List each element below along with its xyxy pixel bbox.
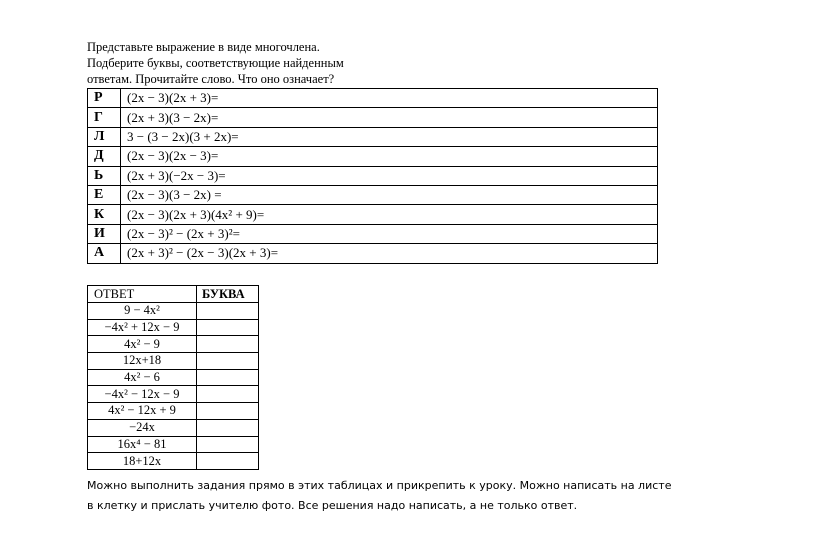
- instructions: [87, 39, 507, 87]
- answer-value: 9 − 4x²: [88, 303, 197, 320]
- answer-row: [88, 436, 259, 453]
- instructions-line-1: Представьте выражение в виде многочлена.: [87, 40, 320, 54]
- task-letter: Д: [88, 147, 121, 166]
- task-expression: (2x − 3)(2x − 3)=: [121, 147, 658, 166]
- task-letter: Ь: [88, 166, 121, 185]
- answer-value: 4x² − 6: [88, 369, 197, 386]
- answer-row: [88, 386, 259, 403]
- letter-input-cell[interactable]: [197, 369, 259, 386]
- answer-column-header: ОТВЕТ: [88, 286, 197, 303]
- answer-row: [88, 319, 259, 336]
- task-letter: К: [88, 205, 121, 224]
- task-row: [88, 108, 658, 127]
- answer-row: [88, 336, 259, 353]
- footer-note: [87, 476, 687, 516]
- task-expression: (2x − 3)(3 − 2x) =: [121, 185, 658, 204]
- answers-header-row: [88, 286, 259, 303]
- task-expression: (2x − 3)(2x + 3)(4x² + 9)=: [121, 205, 658, 224]
- task-row: [88, 224, 658, 243]
- task-row: [88, 89, 658, 108]
- letter-input-cell[interactable]: [197, 353, 259, 370]
- answer-row: [88, 353, 259, 370]
- task-letter: И: [88, 224, 121, 243]
- answer-value: −4x² − 12x − 9: [88, 386, 197, 403]
- letter-input-cell[interactable]: [197, 319, 259, 336]
- answer-value: 16x⁴ − 81: [88, 436, 197, 453]
- answer-value: 4x² − 12x + 9: [88, 403, 197, 420]
- instructions-line-3: ответам. Прочитайте слово. Что оно означает?: [87, 72, 335, 86]
- answer-value: 18+12x: [88, 453, 197, 470]
- task-row: [88, 244, 658, 263]
- letter-input-cell[interactable]: [197, 386, 259, 403]
- task-expression: (2x + 3)² − (2x − 3)(2x + 3)=: [121, 244, 658, 263]
- letter-input-cell[interactable]: [197, 436, 259, 453]
- task-expression: (2x + 3)(−2x − 3)=: [121, 166, 658, 185]
- answers-table: [87, 285, 259, 470]
- footer-line-1: Можно выполнить задания прямо в этих таблицах и прикрепить к уроку. Можно написать на листе: [87, 479, 672, 492]
- answer-row: [88, 453, 259, 470]
- answer-row: [88, 303, 259, 320]
- answer-value: 4x² − 9: [88, 336, 197, 353]
- task-letter: Г: [88, 108, 121, 127]
- task-letter: Л: [88, 127, 121, 146]
- task-expression: (2x − 3)(2x + 3)=: [121, 89, 658, 108]
- instructions-line-2: Подберите буквы, соответствующие найденным: [87, 56, 344, 70]
- task-expression: 3 − (3 − 2x)(3 + 2x)=: [121, 127, 658, 146]
- task-row: [88, 166, 658, 185]
- task-letter: Р: [88, 89, 121, 108]
- letter-input-cell[interactable]: [197, 419, 259, 436]
- letter-input-cell[interactable]: [197, 336, 259, 353]
- task-expression: (2x − 3)² − (2x + 3)²=: [121, 224, 658, 243]
- answer-row: [88, 369, 259, 386]
- task-expression: (2x + 3)(3 − 2x)=: [121, 108, 658, 127]
- answer-value: −4x² + 12x − 9: [88, 319, 197, 336]
- tasks-table: [87, 88, 658, 264]
- task-row: [88, 205, 658, 224]
- answer-value: 12x+18: [88, 353, 197, 370]
- answer-row: [88, 403, 259, 420]
- answer-value: −24x: [88, 419, 197, 436]
- letter-input-cell[interactable]: [197, 403, 259, 420]
- task-row: [88, 185, 658, 204]
- footer-line-2: в клетку и прислать учителю фото. Все решения надо написать, а не только ответ.: [87, 499, 578, 512]
- task-letter: Е: [88, 185, 121, 204]
- answer-row: [88, 419, 259, 436]
- letter-input-cell[interactable]: [197, 303, 259, 320]
- letter-column-header: БУКВА: [197, 286, 259, 303]
- task-row: [88, 147, 658, 166]
- task-letter: А: [88, 244, 121, 263]
- letter-input-cell[interactable]: [197, 453, 259, 470]
- task-row: [88, 127, 658, 146]
